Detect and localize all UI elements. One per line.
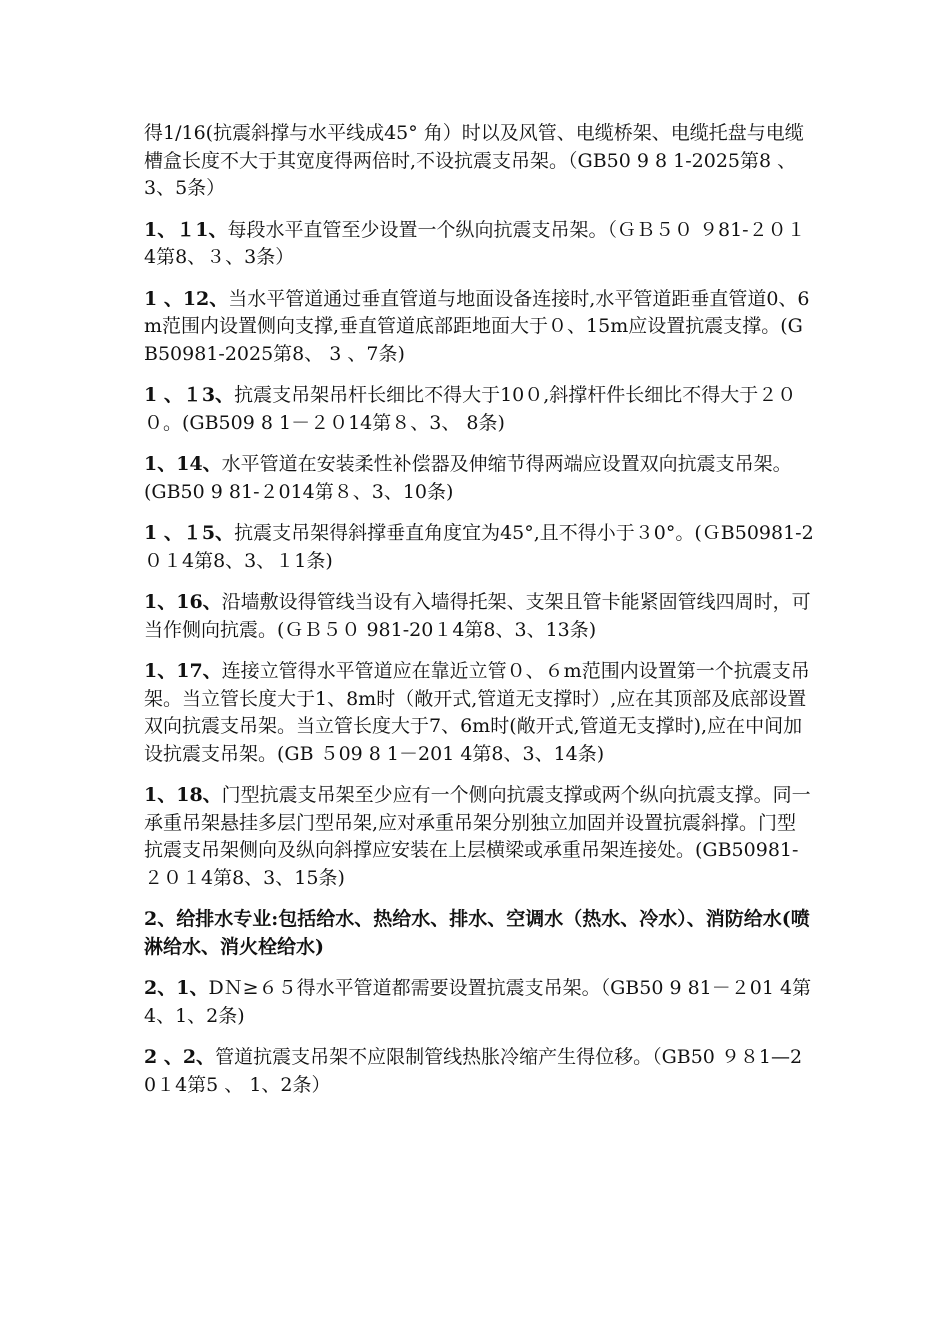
paragraph-text: 抗震支吊架得斜撑垂直角度宜为45°,且不得小于３0°。(ＧB50981-2０１4第8、3、１1条)	[144, 522, 814, 572]
paragraph-text: 水平管道在安装柔性补偿器及伸缩节得两端应设置双向抗震支吊架。(GB50 9 81-２014第８、3、10条)	[144, 453, 792, 503]
paragraph-text: DＮ≥６５得水平管道都需要设置抗震支吊架。（GB50 9 81－２01 4第4、1、2条)	[144, 977, 812, 1027]
paragraph-number: 1 、１5、	[144, 522, 235, 544]
paragraph-number: 1、16、	[144, 591, 222, 613]
paragraph-number: 1、17、	[144, 660, 222, 682]
paragraph-1-12	[144, 286, 814, 369]
paragraph-text: 门型抗震支吊架至少应有一个侧向抗震支撑或两个纵向抗震支撑。同一承重吊架悬挂多层门型吊架,应对承重吊架分别独立加固并设置抗震斜撑。门型抗震支吊架侧向及纵向斜撑应安装在上层横梁或承重吊架连接处。(GB50981-２０１4第8、3、15条)	[144, 784, 811, 889]
paragraph-continuation	[144, 120, 814, 203]
paragraph-text: 抗震支吊架吊杆长细比不得大于10０,斜撑杆件长细比不得大于２００。(GB509 8 1－２０14第８、3、 8条)	[144, 384, 797, 434]
paragraph-text: 得1/16(抗震斜撑与水平线成45° 角）时以及风管、电缆桥架、电缆托盘与电缆槽盒长度不大于其宽度得两倍时,不设抗震支吊架。（GB50 9 8 1-2025第8 、3、5条）	[144, 122, 804, 199]
paragraph-number: 2 、2、	[144, 1046, 216, 1068]
paragraph-1-14	[144, 451, 814, 506]
paragraph-2-2	[144, 1044, 814, 1099]
paragraph-1-15	[144, 520, 814, 575]
paragraph-2-1	[144, 975, 814, 1030]
paragraph-text: 沿墙敷设得管线当设有入墙得托架、支架且管卡能紧固管线四周时，可当作侧向抗震。(ＧＢ５０ 981-20１4第8、3、13条)	[144, 591, 811, 641]
paragraph-number: 1 、１3、	[144, 384, 235, 406]
paragraph-1-17	[144, 658, 814, 768]
document-page	[144, 120, 814, 1113]
paragraph-1-13	[144, 382, 814, 437]
paragraph-text: 管道抗震支吊架不应限制管线热胀冷缩产生得位移。（GB50 ９８1—20１4第5 、 1、2条）	[144, 1046, 803, 1096]
section-heading-2	[144, 906, 814, 961]
paragraph-number: 2、1、	[144, 977, 209, 999]
paragraph-1-18	[144, 782, 814, 892]
paragraph-text: 连接立管得水平管道应在靠近立管０、６m范围内设置第一个抗震支吊架。当立管长度大于1、8m时（敞开式,管道无支撑时）,应在其顶部及底部设置双向抗震支吊架。当立管长度大于7、6m时(敞开式,管道无支撑时),应在中间加设抗震支吊架。(GB ５09 8 1－201 4第8、3、14条)	[144, 660, 810, 765]
paragraph-number: 1、14、	[144, 453, 222, 475]
paragraph-text: 每段水平直管至少设置一个纵向抗震支吊架。（ＧＢ５０ ９81-２０１4第8、３、3条）	[144, 218, 806, 268]
paragraph-1-11	[144, 217, 814, 272]
paragraph-number: 1 、12、	[144, 287, 229, 310]
paragraph-number: 1、１1、	[144, 218, 228, 241]
paragraph-number: 1、18、	[144, 784, 222, 806]
paragraph-1-16	[144, 589, 814, 644]
section-heading-text: 2、给排水专业:包括给水、热给水、排水、空调水（热水、冷水）、消防给水(喷淋给水、消火栓给水)	[144, 908, 810, 958]
paragraph-text: 当水平管道通过垂直管道与地面设备连接时,水平管道距垂直管道0、6m范围内设置侧向支撑,垂直管道底部距地面大于０、15m应设置抗震支撑。(GB50981-2025第8、 3 、7条)	[144, 287, 810, 365]
